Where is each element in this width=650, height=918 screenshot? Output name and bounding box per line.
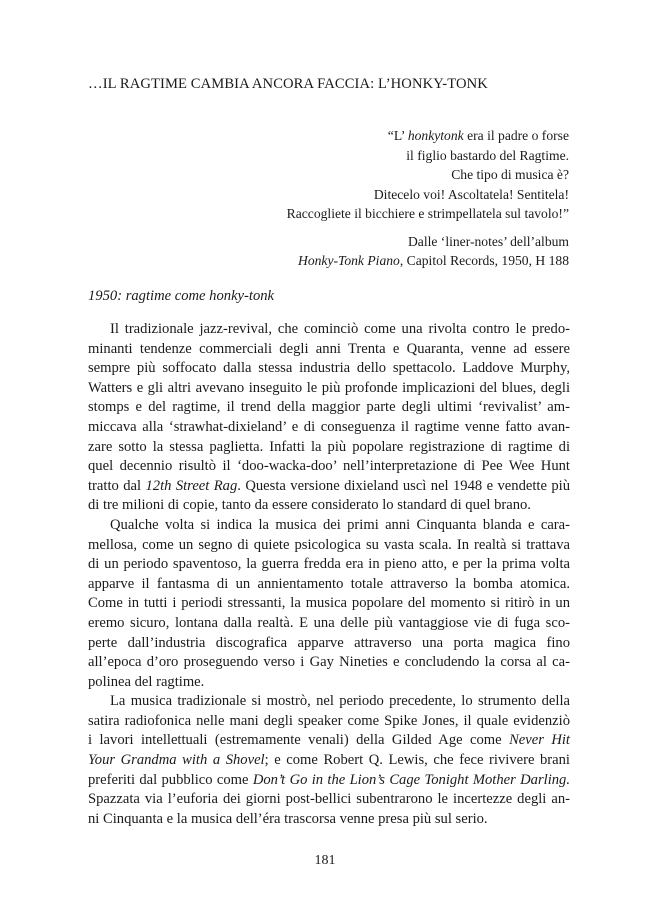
text-line: Come in tutti i periodi stressanti, la musica popolare del momento si ritirò in un: [88, 595, 570, 612]
text-line: eremo sicuro, lontana dalla realtà. E una delle più vantaggiose vie di fuga sco-: [88, 614, 570, 631]
text-line: apparve il fantasma di un annientamento totale attraverso la bomba atomica.: [88, 575, 570, 592]
epigraph-italic: honkytonk: [407, 128, 464, 143]
epigraph-text: era il padre o forse: [463, 128, 569, 143]
text-line: Spazzata via l’euforia dei giorni post-bellici subentrarono le incertezze degli an-: [88, 791, 570, 808]
epigraph-line: il figlio bastardo del Ragtime.: [406, 147, 569, 163]
text-line: stomps e del ragtime, il trend della maggior parte degli ultimi ‘revivalist’ am-: [88, 399, 570, 416]
text-line: sempre più soffocato dalla stessa industria dello spettacolo. Laddove Murphy,: [88, 360, 570, 377]
italic-title: 12th Street Rag: [145, 477, 238, 494]
text-line: perte dall’industria discografica apparve attraverso una porta magica fino: [88, 634, 570, 651]
epigraph-line: Raccogliete il bicchiere e strimpellatela sul tavolo!”: [286, 206, 569, 221]
text-line: [88, 771, 570, 791]
epigraph-line: Che tipo di musica è?: [451, 167, 569, 182]
source-line: [287, 251, 569, 271]
paragraph: [88, 692, 570, 829]
epigraph-source: [287, 232, 569, 271]
source-line: Dalle ‘liner-notes’ dell’album: [407, 233, 569, 249]
text-line: satira radiofonica nelle mani degli speaker come Spike Jones, il quale evidenziò: [88, 712, 570, 729]
source-text: , Capitol Records, 1950, H 188: [399, 253, 569, 268]
text-run: tratto dal: [88, 477, 146, 494]
epigraph-line: [287, 126, 569, 146]
text-run: . Questa versione dixieland uscì nel 1948 e vendette più: [237, 477, 571, 494]
chapter-title: …IL RAGTIME CAMBIA ANCORA FACCIA: L’HONKY-TONK: [88, 76, 488, 92]
paragraph: [88, 320, 570, 516]
text-line: [88, 477, 570, 497]
text-line: mellosa, come un segno di quiete psicologica su vasta scala. In realtà si trattava: [88, 536, 570, 553]
text-line: La musica tradizionale si mostrò, nel periodo precedente, lo strumento della: [110, 693, 570, 710]
text-line: miccava alla ‘strawhat-dixieland’ e di conseguenza il ragtime venne fatto avan-: [88, 418, 570, 435]
paragraph: [88, 516, 570, 692]
text-line: Il tradizionale jazz-revival, che cominciò come una rivolta contro le predo-: [110, 321, 570, 337]
italic-title: Your Grandma with a Shovel: [88, 752, 265, 769]
epigraph-line: Ditecelo voi! Ascoltatela! Sentitela!: [373, 186, 569, 202]
text-run: i lavori intellettuali (estremamente venali) della Gilded Age come: [88, 732, 510, 749]
text-run: ; e come Robert Q. Lewis, che fece rivivere brani: [264, 752, 570, 769]
album-title: Honky-Tonk Piano: [298, 253, 400, 268]
epigraph: [287, 126, 569, 271]
epigraph-text: “L’: [387, 128, 408, 143]
text-line: quel decennio risultò il ‘doo-wacka-doo’ nell’interpretazione di Pee Wee Hunt: [88, 458, 570, 475]
text-line: [88, 751, 570, 771]
section-heading: 1950: ragtime come honky-tonk: [88, 288, 275, 304]
text-line: ni Cinquanta e la musica dell’éra trascorsa venne presa più sul serio.: [88, 810, 488, 827]
italic-title: Never Hit: [509, 732, 570, 749]
text-run: preferiti dal pubblico come: [88, 771, 253, 788]
text-line: polinea del ragtime.: [88, 673, 205, 690]
page-number: 181: [314, 853, 336, 868]
text-line: Qualche volta si indica la musica dei primi anni Cinquanta blanda e cara-: [110, 516, 570, 533]
text-line: [88, 731, 570, 751]
text-line: all’epoca d’oro proseguendo verso i Gay Nineties e concludendo la corsa al ca-: [88, 654, 570, 671]
text-line: minanti tendenze commerciali degli anni Trenta e Quaranta, venne ad essere: [88, 340, 570, 357]
text-line: zare sotto la stessa paglietta. Infatti la più popolare registrazione di ragtime di: [88, 438, 570, 455]
text-line: Watters e gli altri avevano inseguito le più profonde implicazioni del blues, degli: [88, 379, 570, 396]
body-text: [88, 320, 570, 829]
italic-title: Don’t Go in the Lion’s Cage Tonight Mother Darling.: [252, 771, 571, 788]
text-line: di tre milioni di copie, tanto da essere considerato lo standard di quel brano.: [88, 497, 531, 514]
text-line: di un periodo spaventoso, la guerra fredda era in pieno atto, e per la prima volta: [88, 556, 570, 573]
